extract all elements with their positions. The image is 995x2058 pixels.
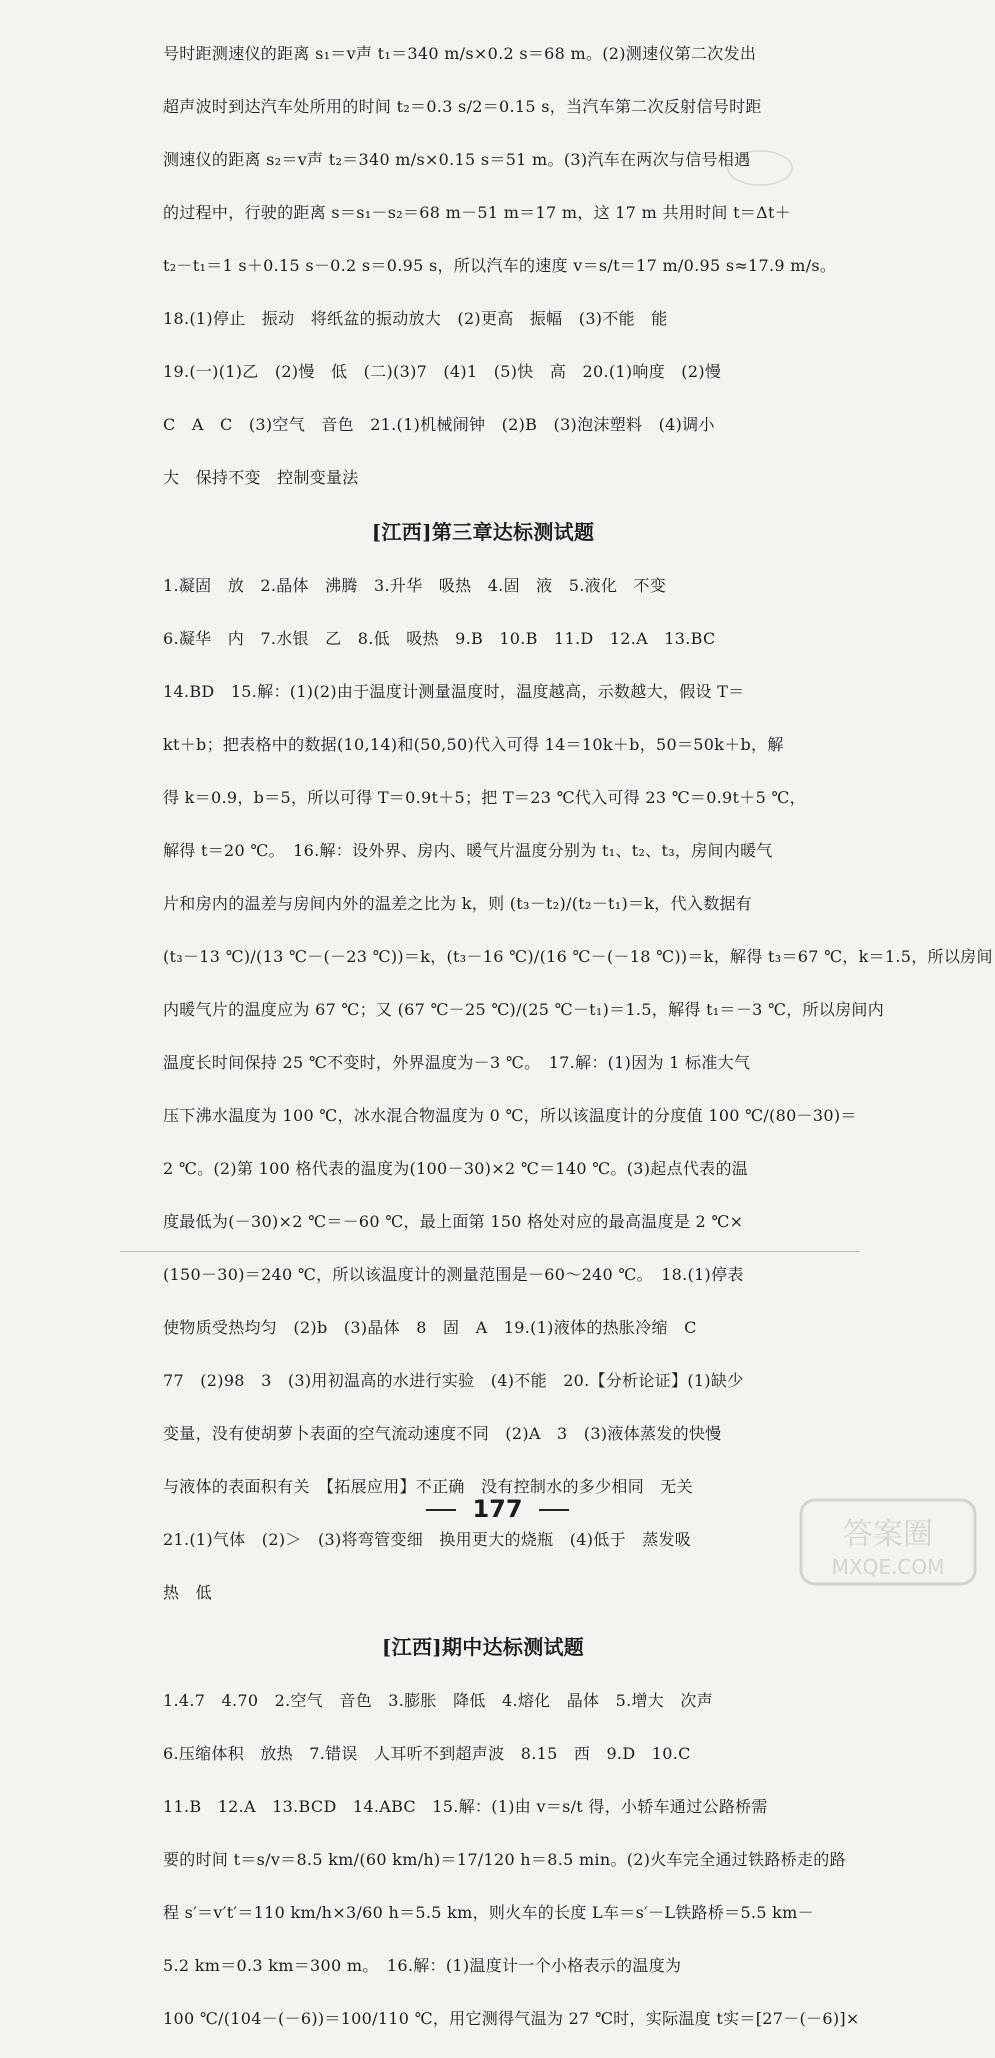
text-line: 大 保持不变 控制变量法 [163,468,359,487]
text-line: kt＋b；把表格中的数据(10,14)和(50,50)代入可得 14＝10k＋b，50＝50k＋b，解 [163,735,784,754]
text-line: 6.凝华 内 7.水银 乙 8.低 吸热 9.B 10.B 11.D 12.A 13.BC [163,629,716,648]
text-line: 热 低 [163,1583,212,1602]
text-line: 100 ℃/(104－(－6))＝100/110 ℃，用它测得气温为 27 ℃时，实际温度 t实＝[27－(－6)]× [163,2009,860,2028]
page-number-text: 177 [472,1495,523,1523]
text-line: 的过程中，行驶的距离 s＝s₁－s₂＝68 m－51 m＝17 m，这 17 m 共用时间 t＝Δt＋ [163,203,791,222]
text-line: 程 s′＝v′t′＝110 km/h×3/60 h＝5.5 km，则火车的长度 L车＝s′－L铁路桥＝5.5 km－ [163,1903,814,1922]
text-line: 11.B 12.A 13.BCD 14.ABC 15.解：(1)由 v＝s/t 得，小轿车通过公路桥需 [163,1797,768,1816]
text-line: 19.(一)(1)乙 (2)慢 低 (二)(3)7 (4)1 (5)快 高 20.(1)响度 (2)慢 [163,362,722,381]
text-line: (t₃－13 ℃)/(13 ℃－(－23 ℃))＝k，(t₃－16 ℃)/(16 ℃－(－18 ℃))＝k，解得 t₃＝67 ℃，k＝1.5，所以房间 [163,947,993,966]
text-line: 度最低为(－30)×2 ℃＝－60 ℃，最上面第 150 格处对应的最高温度是 2 ℃× [163,1212,744,1231]
text-line: 5.2 km＝0.3 km＝300 m。 16.解：(1)温度计一个小格表示的温度为 [163,1956,682,1975]
text-line: 1.4.7 4.70 2.空气 音色 3.膨胀 降低 4.熔化 晶体 5.增大 次声 [163,1691,713,1710]
svg-text:MXQE.COM: MXQE.COM [831,1555,945,1579]
text-line: 2 ℃。(2)第 100 格代表的温度为(100－30)×2 ℃＝140 ℃。(3)起点代表的温 [163,1159,749,1178]
section-title-midterm: [江西]期中达标测试题 [381,1635,585,1659]
text-line: C A C (3)空气 音色 21.(1)机械闹钟 (2)B (3)泡沫塑料 (4)调小 [163,415,715,434]
text-line: 6.压缩体积 放热 7.错误 人耳听不到超声波 8.15 西 9.D 10.C [163,1744,691,1763]
text-line: 超声波时到达汽车处所用的时间 t₂＝0.3 s/2＝0.15 s，当汽车第二次反射信号时距 [163,97,762,116]
text-line: 1.凝固 放 2.晶体 沸腾 3.升华 吸热 4.固 液 5.液化 不变 [163,576,667,595]
text-line: 片和房内的温差与房间内外的温差之比为 k，则 (t₃－t₂)/(t₂－t₁)＝k，代入数据有 [163,894,753,913]
text-line: (150－30)＝240 ℃，所以该温度计的测量范围是－60～240 ℃。 18.(1)停表 [163,1265,744,1284]
text-line: 77 (2)98 3 (3)用初温高的水进行实验 (4)不能 20.【分析论证】(1)缺少 [163,1371,744,1390]
text-line: 内暖气片的温度应为 67 ℃；又 (67 ℃－25 ℃)/(25 ℃－t₁)＝1.5，解得 t₁＝－3 ℃，所以房间内 [163,1000,884,1019]
watermark-logo-icon [793,1492,983,1592]
text-line: 使物质受热均匀 (2)b (3)晶体 8 固 A 19.(1)液体的热胀冷缩 C [163,1318,697,1337]
text-line: 得 k＝0.9，b＝5，所以可得 T＝0.9t＋5；把 T＝23 ℃代入可得 23 ℃＝0.9t＋5 ℃， [163,788,806,807]
faint-stamp-icon [725,148,795,188]
svg-text:答案圈: 答案圈 [843,1517,933,1552]
text-line: 压下沸水温度为 100 ℃，冰水混合物温度为 0 ℃，所以该温度计的分度值 100 ℃/(80－30)＝ [163,1106,857,1125]
text-line: 号时距测速仪的距离 s₁＝v声 t₁＝340 m/s×0.2 s＝68 m。(2)测速仪第二次发出 [163,44,757,63]
text-line: 14.BD 15.解：(1)(2)由于温度计测量温度时，温度越高，示数越大，假设 T＝ [163,682,745,701]
fold-line [120,1251,860,1252]
text-line: 测速仪的距离 s₂＝v声 t₂＝340 m/s×0.15 s＝51 m。(3)汽车在两次与信号相遇 [163,150,751,169]
text-line: 18.(1)停止 振动 将纸盆的振动放大 (2)更高 振幅 (3)不能 能 [163,309,668,328]
text-line: 与液体的表面积有关 【拓展应用】不正确 没有控制水的多少相同 无关 [163,1477,693,1496]
section-title-chapter3: [江西]第三章达标测试题 [371,520,595,544]
text-line: 变量，没有使胡萝卜表面的空气流动速度不同 (2)A 3 (3)液体蒸发的快慢 [163,1424,722,1443]
text-line: 要的时间 t＝s/v＝8.5 km/(60 km/h)＝17/120 h＝8.5 min。(2)火车完全通过铁路桥走的路 [163,1850,846,1869]
text-line: 解得 t＝20 ℃。 16.解：设外界、房内、暖气片温度分别为 t₁、t₂、t₃，房间内暖气 [163,841,773,860]
text-line: 21.(1)气体 (2)＞ (3)将弯管变细 换用更大的烧瓶 (4)低于 蒸发吸 [163,1530,692,1549]
text-line: t₂－t₁＝1 s＋0.15 s－0.2 s＝0.95 s，所以汽车的速度 v＝s/t＝17 m/0.95 s≈17.9 m/s。 [163,256,837,275]
text-line: 温度长时间保持 25 ℃不变时，外界温度为－3 ℃。 17.解：(1)因为 1 标准大气 [163,1053,751,1072]
